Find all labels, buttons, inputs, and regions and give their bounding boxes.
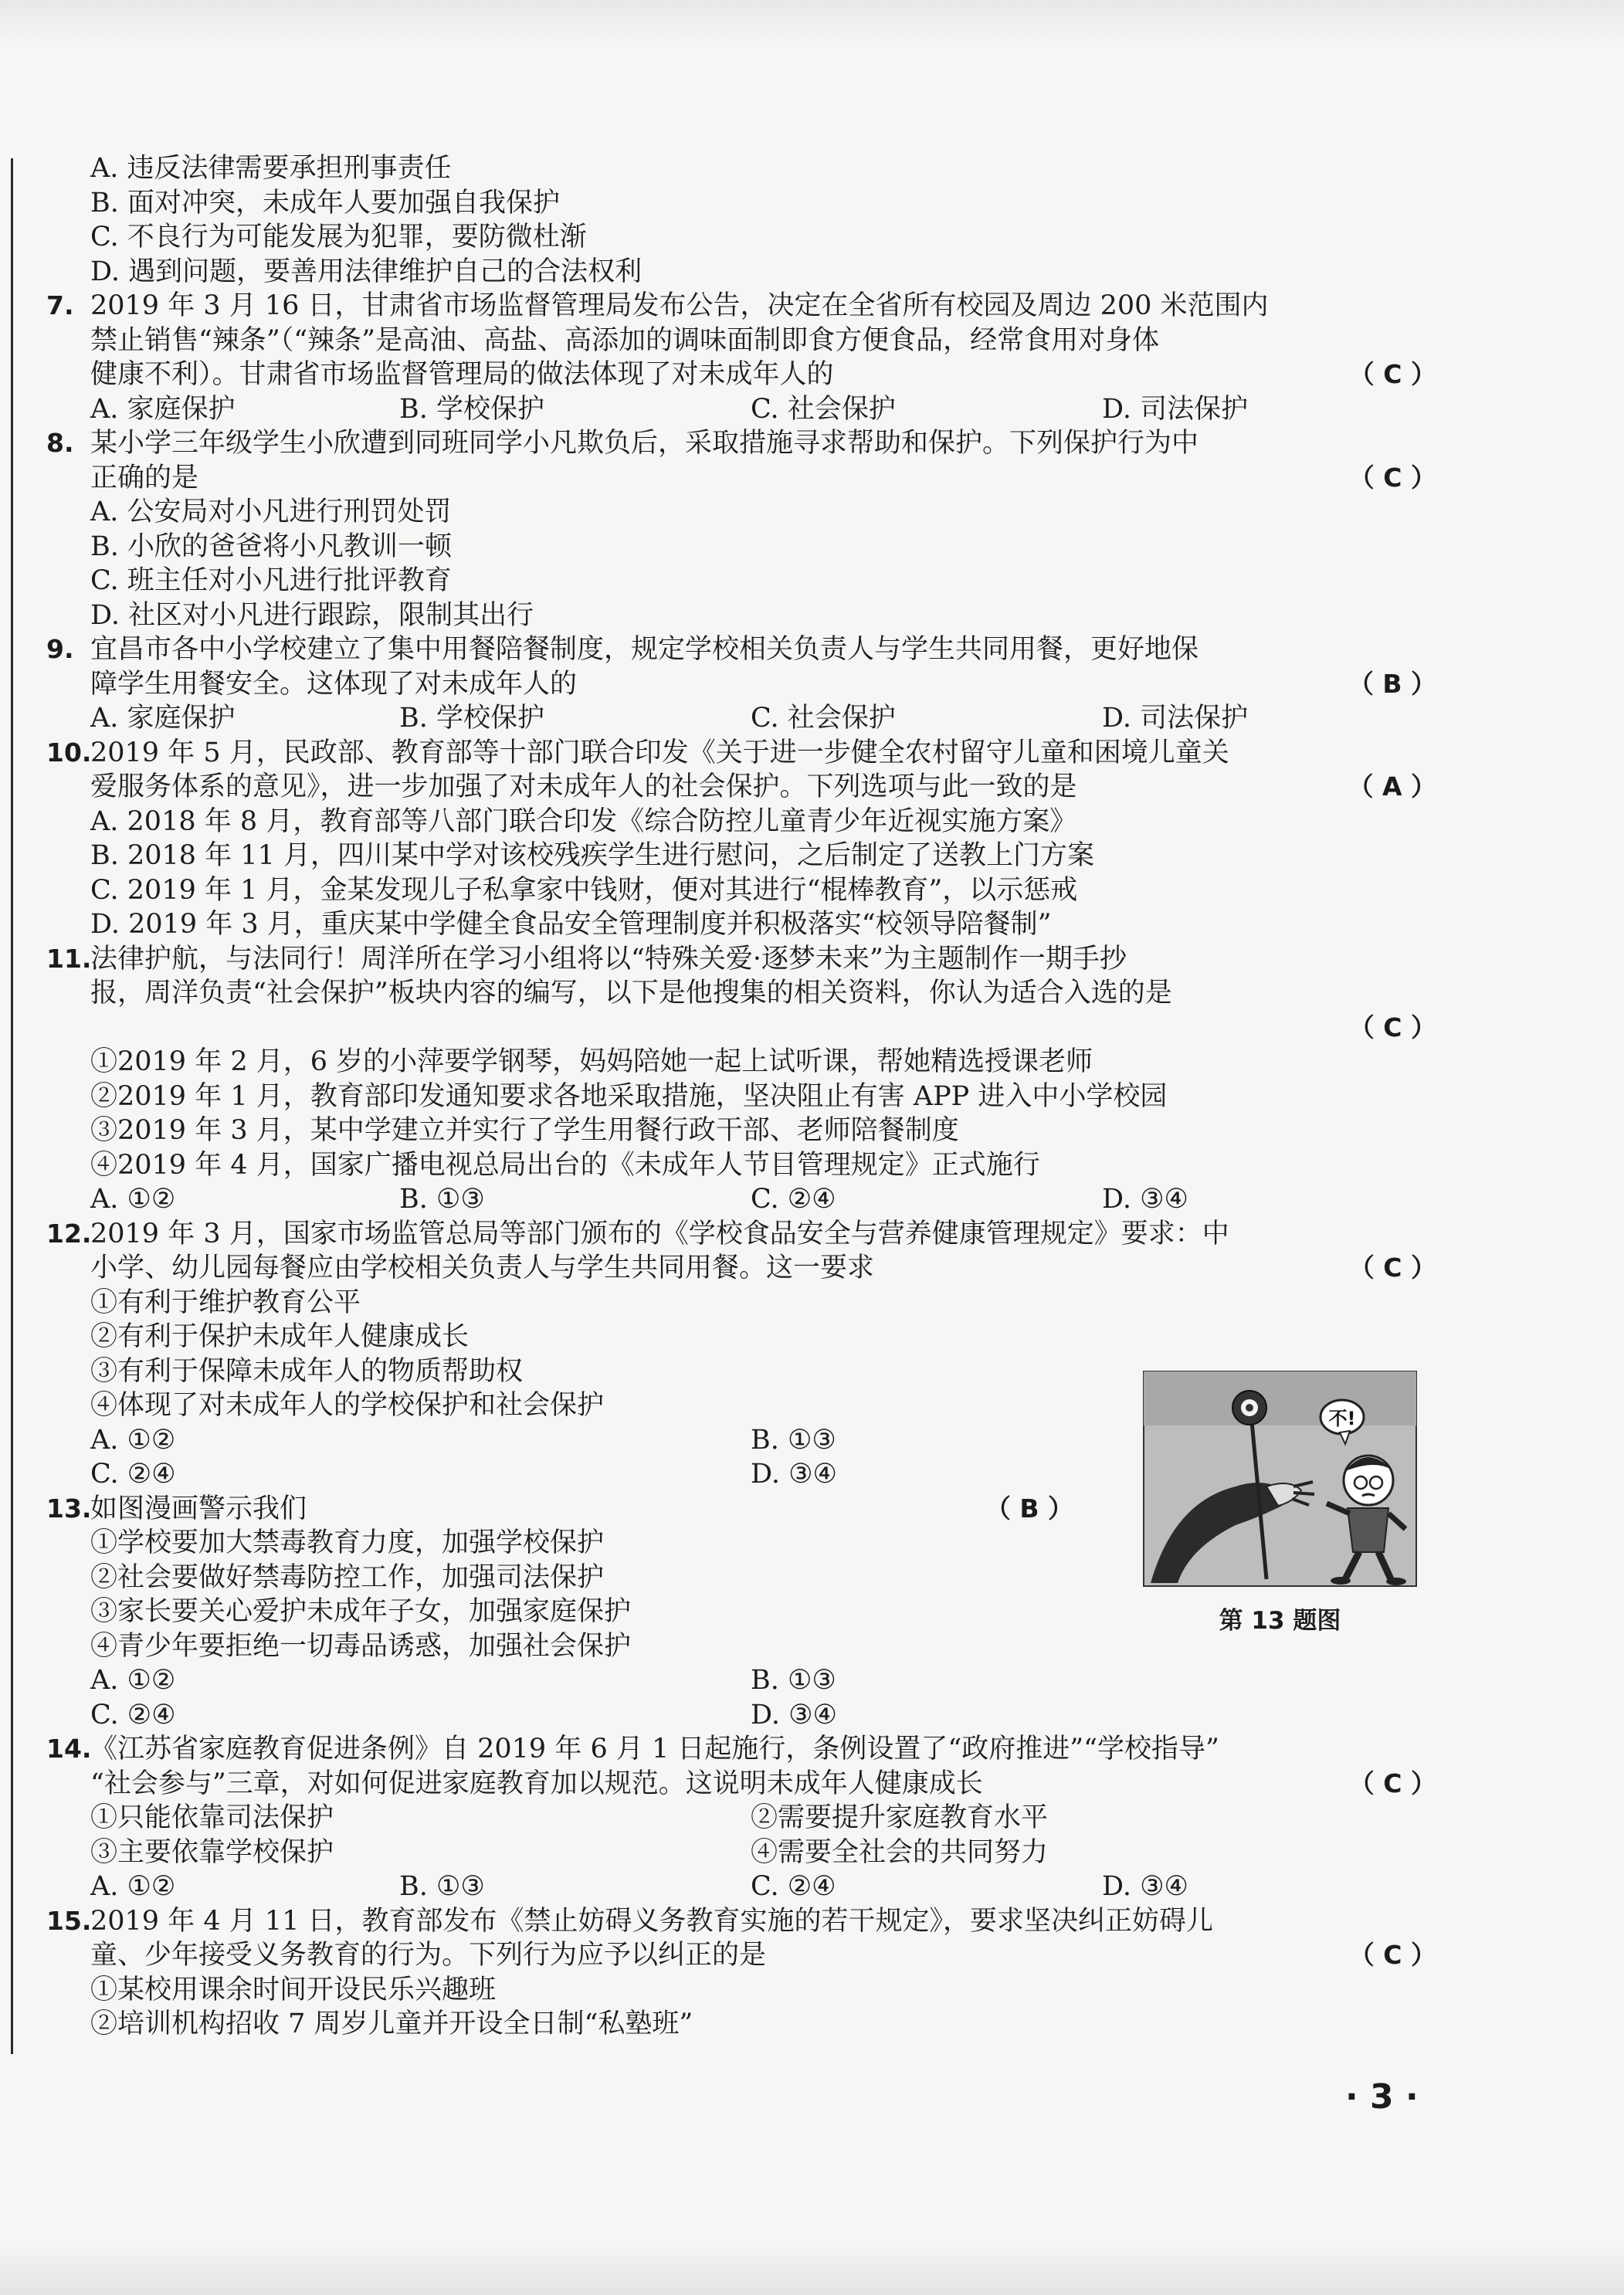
question-14-line-2 xyxy=(46,1767,1436,1802)
option-d: D. 司法保护 xyxy=(1102,703,1249,734)
statement-3: ③主要依靠学校保护 xyxy=(90,1836,334,1868)
option-b: B. 学校保护 xyxy=(399,393,544,425)
question-13-figure xyxy=(1143,1371,1417,1636)
question-stem: “社会参与”三章，对如何促进家庭教育加以规范。这说明未成年人健康成长 xyxy=(90,1768,983,1799)
margin-rule xyxy=(11,158,13,2054)
page-bottom-shade xyxy=(0,2239,1624,2295)
question-7-line-3 xyxy=(46,358,1436,392)
question-stem: 爱服务体系的意见》，进一步加强了对未成年人的社会保护。下列选项与此一致的是 xyxy=(90,771,1077,802)
question-12-line-1 xyxy=(46,1217,1436,1252)
statement-4: ④青少年要拒绝一切毒品诱惑，加强社会保护 xyxy=(90,1630,632,1662)
question-10-line-1 xyxy=(46,736,1436,771)
question-stem: 某小学三年级学生小欣遭到同班同学小凡欺负后，采取措施寻求帮助和保护。下列保护行为中 xyxy=(90,428,1199,459)
question-stem: 2019 年 3 月，国家市场监管总局等部门颁布的《学校食品安全与营养健康管理规定》要求：中 xyxy=(90,1218,1229,1249)
option-d: D. 遇到问题，要善用法律维护自己的合法权利 xyxy=(90,256,642,287)
question-number: 13. xyxy=(46,1493,92,1524)
page-top-shade xyxy=(0,0,1624,46)
option-c: C. ②④ xyxy=(751,1871,836,1902)
option-a: A. ①② xyxy=(90,1665,176,1696)
option-a: A. 公安局对小凡进行刑罚处罚 xyxy=(90,497,452,527)
question-stem: 童、少年接受义务教育的行为。下列行为应予以纠正的是 xyxy=(90,1940,767,1971)
question-stem: 《江苏省家庭教育促进条例》自 2019 年 6 月 1 日起施行，条例设置了“政府推进”“学校指导” xyxy=(90,1734,1219,1764)
question-9-options xyxy=(46,701,1436,736)
question-13-options-row-2 xyxy=(46,1698,1436,1733)
question-14-options xyxy=(46,1870,1436,1904)
option-a: A. ①② xyxy=(90,1871,176,1902)
option-c: C. 社会保护 xyxy=(751,703,896,734)
option-d: D. ③④ xyxy=(751,1699,837,1731)
question-10-line-2 xyxy=(46,770,1436,805)
option-b: B. ①③ xyxy=(399,1871,485,1902)
question-stem: 如图漫画警示我们 xyxy=(90,1493,307,1524)
answer-mark: （ A ） xyxy=(1348,771,1436,802)
statement-2: ②2019 年 1 月，教育部印发通知要求各地采取措施，坚决阻止有害 APP 进入中小学校园 xyxy=(90,1080,1168,1112)
statement-1: ①某校用课余时间开设民乐兴趣班 xyxy=(90,1974,497,2005)
option-d: D. ③④ xyxy=(751,1459,837,1490)
option-d: D. ③④ xyxy=(1102,1871,1188,1902)
question-14-statements-row-2 xyxy=(46,1836,1436,1870)
option-b: B. ①③ xyxy=(751,1665,836,1696)
question-number: 7. xyxy=(46,290,74,320)
option-a: A. 家庭保护 xyxy=(90,393,236,425)
option-c: C. 不良行为可能发展为犯罪，要防微杜渐 xyxy=(90,222,587,253)
option-c: C. 社会保护 xyxy=(751,393,896,425)
option-b: B. 面对冲突，未成年人要加强自我保护 xyxy=(90,187,560,219)
option-a: A. 2018 年 8 月，教育部等八部门联合印发《综合防控儿童青少年近视实施方案》 xyxy=(90,805,1077,837)
option-b: B. 学校保护 xyxy=(399,703,544,734)
option-c: C. ②④ xyxy=(90,1699,176,1731)
question-number: 10. xyxy=(46,737,92,768)
question-7-line-1 xyxy=(46,289,1436,324)
speech-bubble-text: 不! xyxy=(1328,1408,1356,1429)
statement-1: ①只能依靠司法保护 xyxy=(90,1802,334,1833)
option-c: C. 2019 年 1 月，金某发现儿子私拿家中钱财，便对其进行“棍棒教育”，以示惩戒 xyxy=(90,874,1078,906)
statement-1: ①有利于维护教育公平 xyxy=(90,1286,361,1318)
question-14-line-1 xyxy=(46,1732,1436,1767)
statement-3: ③2019 年 3 月，某中学建立并实行了学生用餐行政干部、老师陪餐制度 xyxy=(90,1115,959,1146)
question-13-line-1 xyxy=(46,1492,1073,1527)
option-a: A. ①② xyxy=(90,1424,176,1456)
option-d: D. 2019 年 3 月，重庆某中学健全食品安全管理制度并积极落实“校领导陪餐制” xyxy=(90,909,1052,940)
option-d: D. ③④ xyxy=(1102,1184,1188,1215)
question-stem: 2019 年 3 月 16 日，甘肃省市场监督管理局发布公告，决定在全省所有校园及周边 200 米范围内 xyxy=(90,290,1269,321)
statement-4: ④需要全社会的共同努力 xyxy=(751,1836,1049,1868)
option-a: A. ①② xyxy=(90,1184,176,1215)
answer-mark: （ C ） xyxy=(1348,1940,1436,1970)
question-number: 11. xyxy=(46,943,92,974)
question-9-line-2 xyxy=(46,667,1436,702)
option-d: D. 社区对小凡进行跟踪，限制其出行 xyxy=(90,599,534,631)
question-12-line-2 xyxy=(46,1251,1436,1286)
answer-mark: （ C ） xyxy=(1348,462,1436,493)
question-11-options xyxy=(46,1182,1436,1217)
option-b: B. 2018 年 11 月，四川某中学对该校残疾学生进行慰问，之后制定了送教上门方案 xyxy=(90,840,1094,871)
option-b: B. ①③ xyxy=(399,1184,485,1215)
statement-2: ②需要提升家庭教育水平 xyxy=(751,1802,1049,1833)
question-8-line-2 xyxy=(46,461,1436,496)
option-a: A. 违反法律需要承担刑事责任 xyxy=(90,153,452,184)
question-number: 14. xyxy=(46,1734,92,1764)
question-14-statements-row-1 xyxy=(46,1801,1436,1836)
page-number: · 3 · xyxy=(1345,2077,1419,2117)
question-11-line-2: 报，周洋负责“社会保护”板块内容的编写，以下是他搜集的相关资料，你认为适合入选的是 xyxy=(90,978,1172,1009)
statement-4: ④2019 年 4 月，国家广播电视总局出台的《未成年人节目管理规定》正式施行 xyxy=(90,1149,1040,1181)
answer-mark: （ C ） xyxy=(1348,1768,1436,1798)
statement-1: ①2019 年 2 月，6 岁的小萍要学钢琴，妈妈陪她一起上试听课，帮她精选授课老师 xyxy=(90,1046,1093,1077)
question-stem: 法律护航，与法同行！周洋所在学习小组将以“特殊关爱·逐梦未来”为主题制作一期手抄 xyxy=(90,943,1127,975)
question-stem: 正确的是 xyxy=(90,462,199,493)
question-13-options-row-1 xyxy=(46,1663,1436,1698)
figure-caption: 第 13 题图 xyxy=(1219,1607,1341,1635)
option-c: C. ②④ xyxy=(90,1459,176,1490)
question-11-answer-line xyxy=(46,1011,1436,1046)
question-number: 12. xyxy=(46,1218,92,1249)
question-stem: 障学生用餐安全。这体现了对未成年人的 xyxy=(90,668,578,700)
option-c: C. ②④ xyxy=(751,1184,836,1215)
statement-1: ①学校要加大禁毒教育力度，加强学校保护 xyxy=(90,1527,605,1558)
statement-4: ④体现了对未成年人的学校保护和社会保护 xyxy=(90,1390,605,1421)
statement-3: ③有利于保障未成年人的物质帮助权 xyxy=(90,1355,524,1387)
question-stem: 宜昌市各中小学校建立了集中用餐陪餐制度，规定学校相关负责人与学生共同用餐，更好地保 xyxy=(90,634,1199,665)
statement-2: ②培训机构招收 7 周岁儿童并开设全日制“私塾班” xyxy=(90,2009,693,2039)
question-stem: 小学、幼儿园每餐应由学校相关负责人与学生共同用餐。这一要求 xyxy=(90,1253,875,1283)
question-content xyxy=(46,151,1436,2042)
answer-mark: （ B ） xyxy=(985,1493,1073,1524)
question-15-line-2 xyxy=(46,1938,1436,1973)
answer-mark: （ C ） xyxy=(1348,359,1436,389)
question-8-line-1 xyxy=(46,426,1436,461)
answer-mark: （ C ） xyxy=(1348,1012,1436,1042)
question-11-line-1 xyxy=(46,942,1436,977)
question-7-line-2: 禁止销售“辣条”（“辣条”是高油、高盐、高添加的调味面制即食方便食品，经常食用对身体 xyxy=(90,324,1160,356)
option-a: A. 家庭保护 xyxy=(90,703,236,734)
question-number: 9. xyxy=(46,634,74,664)
question-number: 8. xyxy=(46,428,74,458)
question-7-options xyxy=(46,392,1436,427)
question-stem: 健康不利）。甘肃省市场监督管理局的做法体现了对未成年人的 xyxy=(90,359,834,390)
question-stem: 2019 年 4 月 11 日，教育部发布《禁止妨碍义务教育实施的若干规定》，要求坚决纠正妨碍儿 xyxy=(90,1905,1214,1937)
statement-3: ③家长要关心爱护未成年子女，加强家庭保护 xyxy=(90,1596,632,1627)
cartoon-image xyxy=(1143,1371,1417,1587)
statement-2: ②有利于保护未成年人健康成长 xyxy=(90,1321,470,1352)
option-b: B. 小欣的爸爸将小凡教训一顿 xyxy=(90,531,452,562)
option-c: C. 班主任对小凡进行批评教育 xyxy=(90,565,452,596)
question-stem: 2019 年 5 月，民政部、教育部等十部门联合印发《关于进一步健全农村留守儿童和困境儿童关 xyxy=(90,737,1229,768)
option-b: B. ①③ xyxy=(751,1424,836,1456)
statement-2: ②社会要做好禁毒防控工作，加强司法保护 xyxy=(90,1561,605,1593)
option-d: D. 司法保护 xyxy=(1102,393,1249,425)
answer-mark: （ C ） xyxy=(1348,1253,1436,1283)
answer-mark: （ B ） xyxy=(1348,668,1436,699)
question-number: 15. xyxy=(46,1905,92,1936)
question-9-line-1 xyxy=(46,632,1436,667)
question-15-line-1 xyxy=(46,1904,1436,1939)
